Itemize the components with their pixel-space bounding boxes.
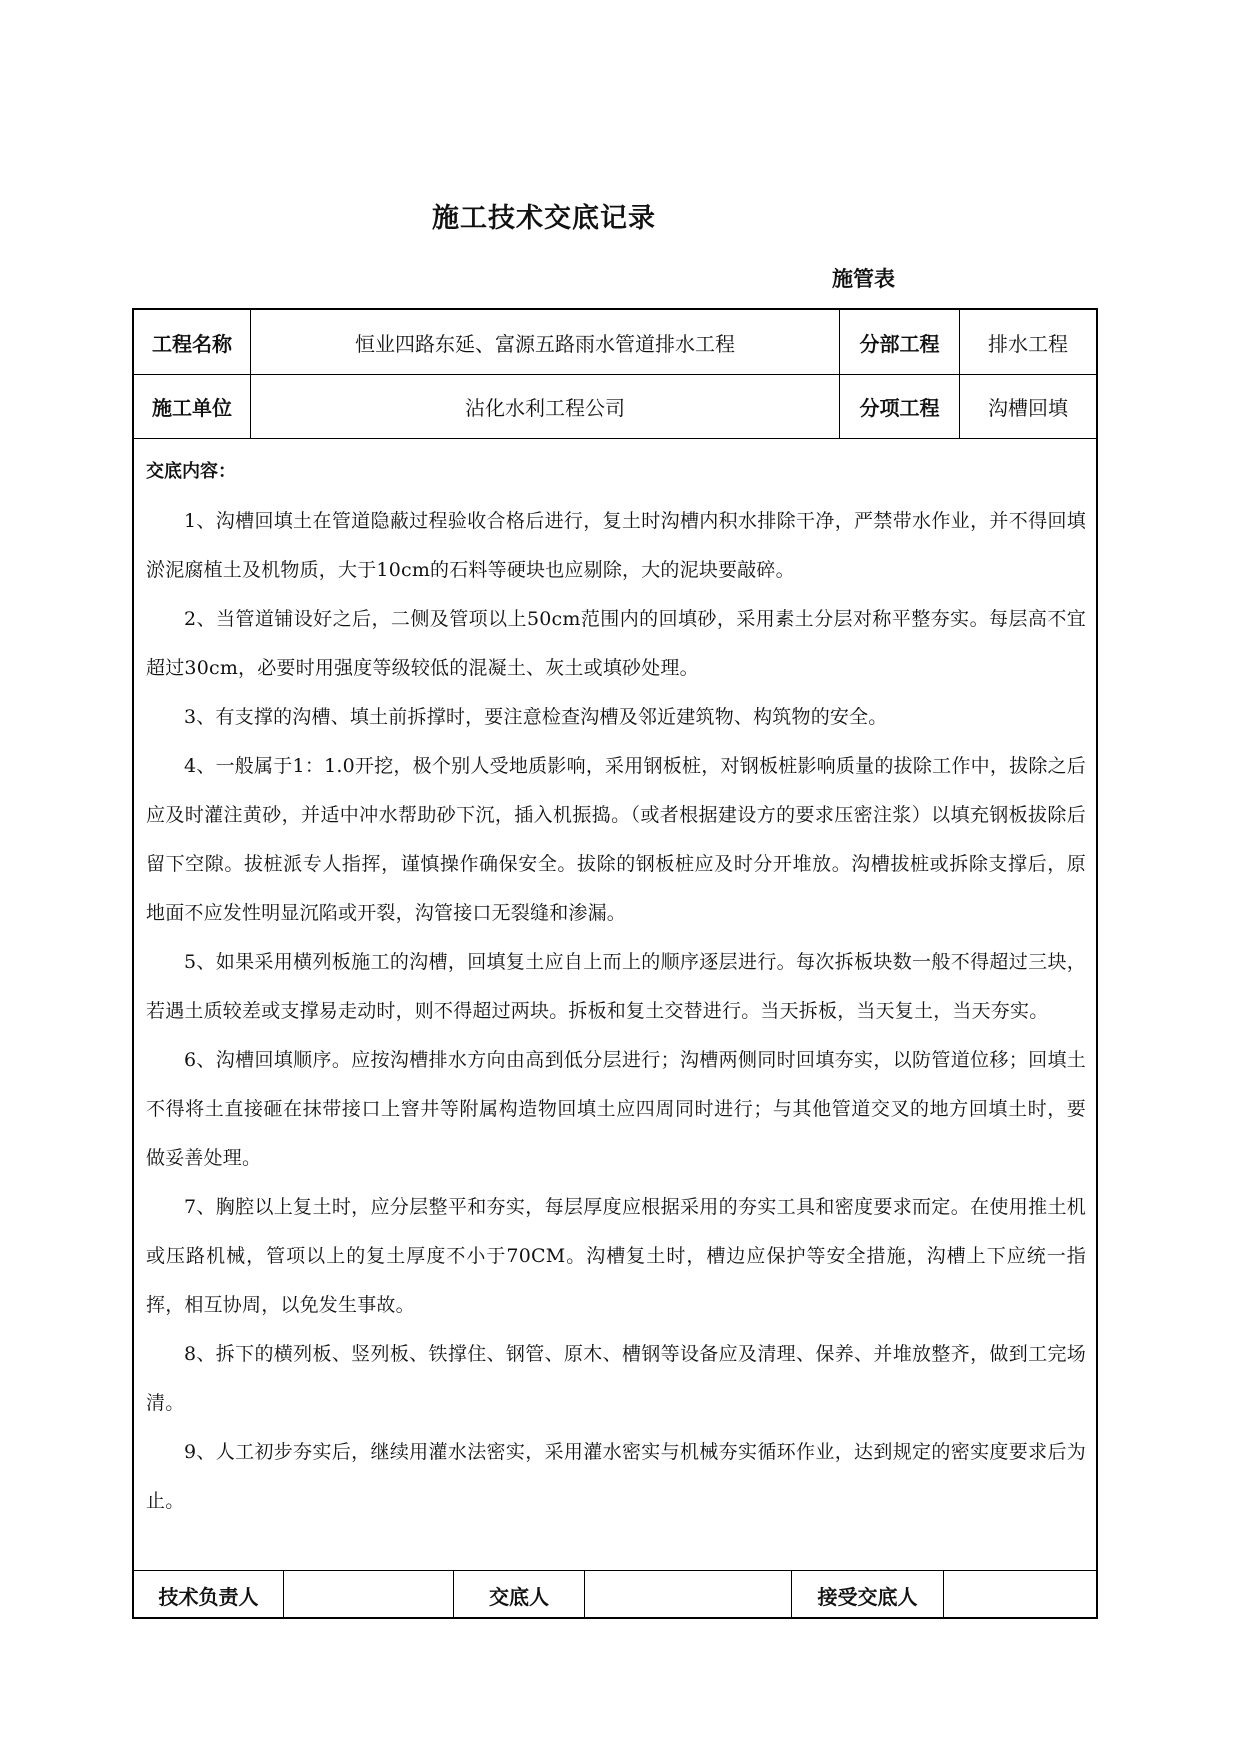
content-paragraph-4: 4、一般属于1：1.0开挖，极个别人受地质影响，采用钢板桩，对钢板桩影响质量的拔除工作中，拔除之后应及时灌注黄砂，并适中冲水帮助砂下沉，插入机振捣。（或者根据建设方的要求压密注浆）以填充钢板拔除后留下空隙。拔桩派专人指挥，谨慎操作确保安全。拔除的钢板桩应及时分开堆放。沟槽拔桩或拆除支撑后，原地面不应发性明显沉陷或开裂，沟管接口无裂缝和渗漏。: [146, 755, 1086, 924]
subitem-label: 分项工程: [840, 375, 960, 438]
contractor-label: 施工单位: [134, 375, 251, 438]
form-code: 施管表: [832, 267, 895, 291]
record-table: [132, 308, 1098, 1619]
content-paragraph-9: 9、人工初步夯实后，继续用灌水法密实，采用灌水密实与机械夯实循环作业，达到规定的密实度要求后为止。: [146, 1441, 1086, 1512]
discloser-label: 交底人: [454, 1571, 585, 1619]
content-paragraph-2: 2、当管道铺设好之后，二侧及管项以上50cm范围内的回填砂，采用素土分层对称平整夯实。每层高不宜超过30cm，必要时用强度等级较低的混凝土、灰土或填砂处理。: [146, 608, 1086, 679]
tech-lead-signature: [284, 1571, 454, 1619]
project-name-value: 恒业四路东延、富源五路雨水管道排水工程: [251, 310, 840, 374]
content-heading: 交底内容：: [146, 461, 236, 482]
discloser-signature: [585, 1571, 792, 1619]
content-paragraph-1: 1、沟槽回填土在管道隐蔽过程验收合格后进行，复土时沟槽内积水排除干净，严禁带水作业，并不得回填淤泥腐植土及机物质，大于10cm的石料等硬块也应剔除，大的泥块要敲碎。: [146, 510, 1086, 581]
receiver-signature: [944, 1571, 1096, 1619]
content-paragraph-7: 7、胸腔以上复土时，应分层整平和夯实，每层厚度应根据采用的夯实工具和密度要求而定。在使用推土机或压路机械，管项以上的复土厚度不小于70CM。沟槽复土时，槽边应保护等安全措施，沟槽上下应统一指挥，相互协周，以免发生事故。: [146, 1196, 1086, 1316]
content-paragraph-5: 5、如果采用横列板施工的沟槽，回填复土应自上而上的顺序逐层进行。每次拆板块数一般不得超过三块，若遇土质较差或支撑易走动时，则不得超过两块。拆板和复土交替进行。当天拆板，当天复土，当天夯实。: [146, 951, 1086, 1022]
tech-lead-label: 技术负责人: [134, 1571, 284, 1619]
content-paragraph-6: 6、沟槽回填顺序。应按沟槽排水方向由高到低分层进行；沟槽两侧同时回填夯实，以防管道位移；回填土不得将土直接砸在抹带接口上窨井等附属构造物回填土应四周同时进行；与其他管道交叉的地方回填土时，要做妥善处理。: [146, 1049, 1086, 1169]
project-name-label: 工程名称: [134, 310, 251, 374]
disclosure-content: [134, 439, 1096, 1570]
signature-row: [134, 1570, 1096, 1619]
content-paragraph-3: 3、有支撑的沟槽、填土前拆撑时，要注意检查沟槽及邻近建筑物、构筑物的安全。: [184, 706, 888, 728]
contractor-value: 沾化水利工程公司: [251, 375, 840, 438]
division-value: 排水工程: [988, 331, 1068, 356]
subitem-value: 沟槽回填: [988, 396, 1068, 420]
division-label: 分部工程: [840, 310, 960, 374]
header-row-project: [134, 310, 1096, 375]
header-row-contractor: [134, 375, 1096, 439]
content-paragraph-8: 8、拆下的横列板、竖列板、铁撑住、钢管、原木、槽钢等设备应及清理、保养、并堆放整齐，做到工完场清。: [146, 1343, 1086, 1414]
document-title: 施工技术交底记录: [432, 203, 656, 234]
receiver-label: 接受交底人: [792, 1571, 944, 1619]
